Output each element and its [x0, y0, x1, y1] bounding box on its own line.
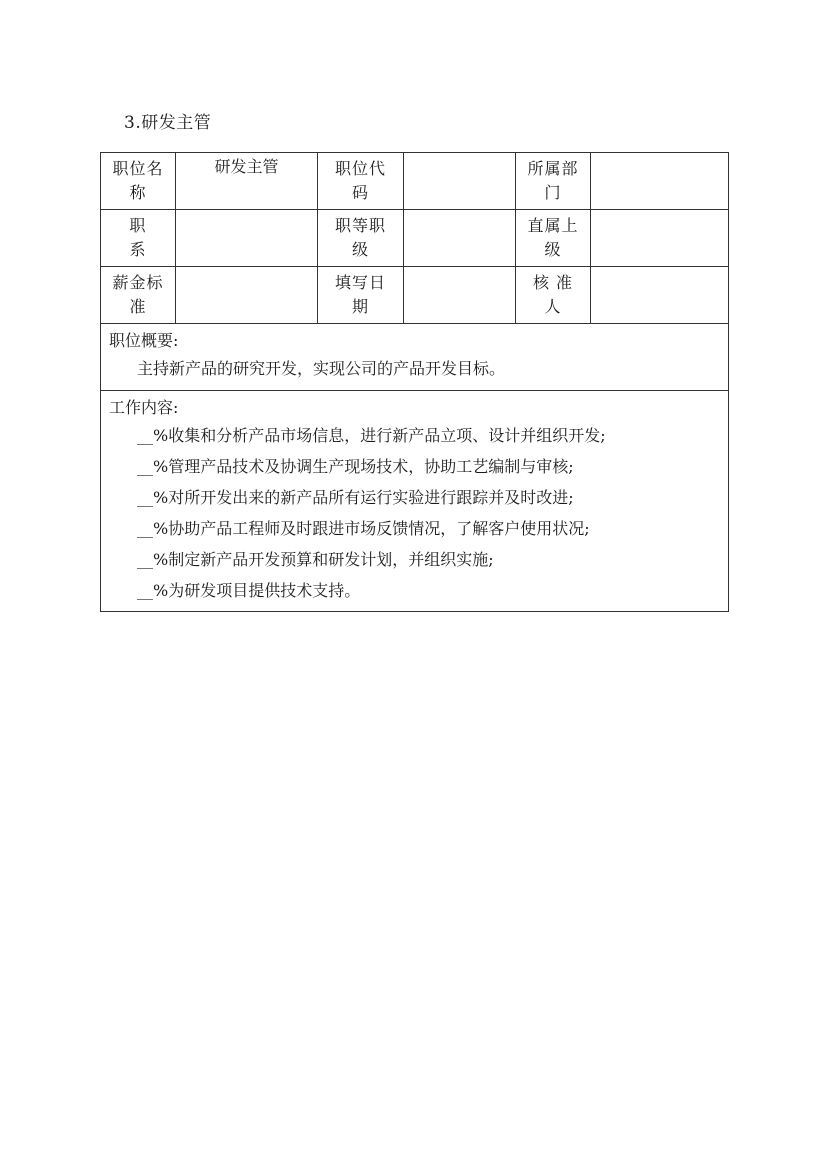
- salary-standard-label: 薪金标 准: [101, 267, 176, 324]
- summary-text: 主持新产品的研究开发，实现公司的产品开发目标。: [137, 359, 506, 378]
- position-name-label: 职位名 称: [101, 153, 176, 210]
- salary-standard-value: [176, 267, 318, 324]
- fill-date-value: [404, 267, 516, 324]
- direct-supervisor-value: [591, 210, 729, 267]
- direct-supervisor-label: 直属上 级: [516, 210, 591, 267]
- department-value: [591, 153, 729, 210]
- list-item: __%对所开发出来的新产品所有运行实验进行跟踪并及时改进;: [137, 488, 574, 507]
- table-row: [101, 210, 729, 267]
- job-description-table: [100, 152, 729, 612]
- position-code-value: [404, 153, 516, 210]
- fill-date-label: 填写日 期: [318, 267, 404, 324]
- position-summary: [101, 324, 729, 391]
- department-label: 所属部 门: [516, 153, 591, 210]
- position-code-label: 职位代 码: [318, 153, 404, 210]
- approver-value: [591, 267, 729, 324]
- job-family-value: [176, 210, 318, 267]
- list-item: __%协助产品工程师及时跟进市场反馈情况，了解客户使用状况;: [137, 519, 590, 538]
- position-name-value: 研发主管: [176, 153, 318, 210]
- list-item: __%为研发项目提供技术支持。: [137, 581, 361, 600]
- table-row: [101, 324, 729, 391]
- job-grade-label: 职等职 级: [318, 210, 404, 267]
- job-family-label: 职 系: [101, 210, 176, 267]
- work-content: [101, 391, 729, 612]
- summary-heading: 职位概要:: [109, 331, 179, 350]
- approver-label: 核 准 人: [516, 267, 591, 324]
- job-grade-value: [404, 210, 516, 267]
- list-item: __%收集和分析产品市场信息，进行新产品立项、设计并组织开发;: [137, 426, 606, 445]
- section-title: 3.研发主管: [124, 113, 212, 133]
- table-row: [101, 153, 729, 210]
- work-content-heading: 工作内容:: [109, 398, 179, 417]
- table-row: [101, 267, 729, 324]
- list-item: __%管理产品技术及协调生产现场技术，协助工艺编制与审核;: [137, 457, 574, 476]
- table-row: [101, 391, 729, 612]
- list-item: __%制定新产品开发预算和研发计划，并组织实施;: [137, 550, 494, 569]
